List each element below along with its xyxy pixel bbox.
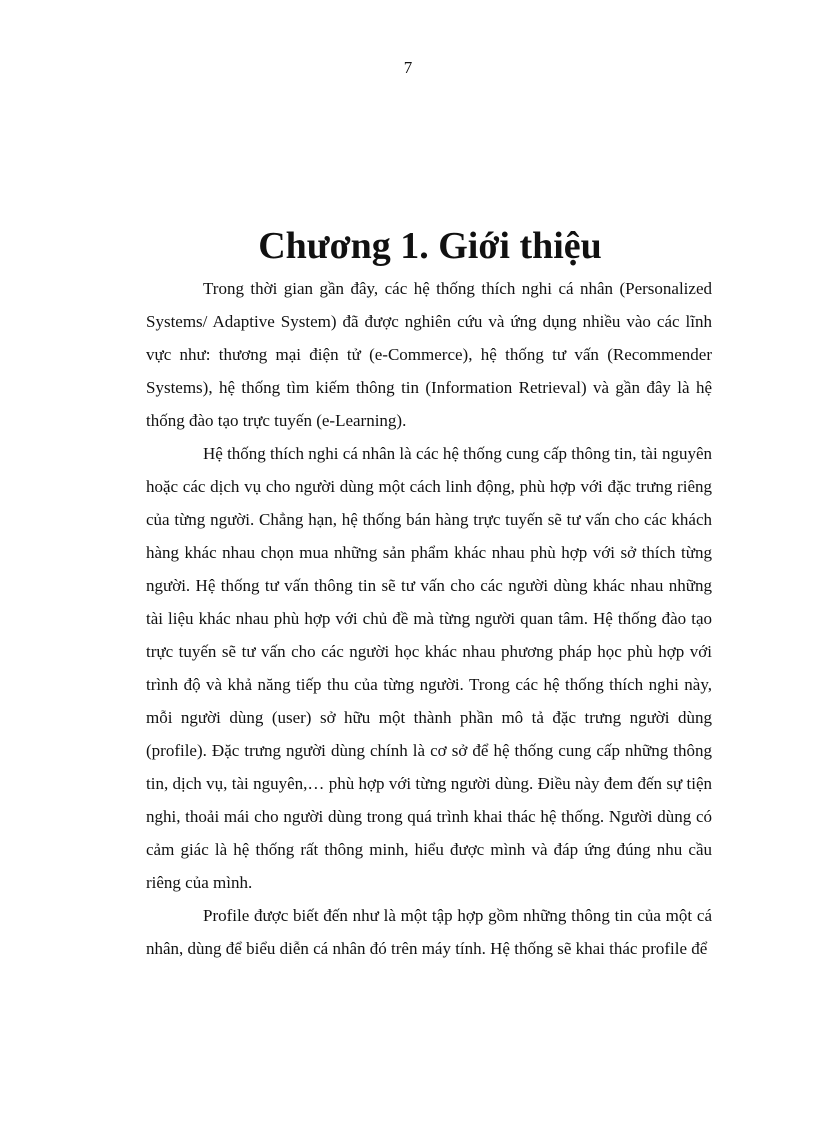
page-number: 7 [403,58,413,77]
paragraph-profile: Profile được biết đến như là một tập hợp gồm những thông tin của một cá nhân, dùng để biểu diễn cá nhân đó trên máy tính. Hệ thống sẽ khai thác profile để [146,906,712,958]
body-text [146,272,712,965]
paragraph-adaptive-systems: Hệ thống thích nghi cá nhân là các hệ thống cung cấp thông tin, tài nguyên hoặc các dịch vụ cho người dùng một cách linh động, phù hợp với đặc trưng riêng của từng người. Chẳng hạn, hệ thống bán hàng trực tuyến sẽ tư vấn cho các khách hàng khác nhau chọn mua những sản phẩm khác nhau phù hợp với sở thích từng người. Hệ thống tư vấn thông tin sẽ tư vấn cho các người dùng khác nhau những tài liệu khác nhau phù hợp với chủ đề mà từng người quan tâm. Hệ thống đào tạo trực tuyến sẽ tư vấn cho các người học khác nhau phương pháp học phù hợp với trình độ và khả năng tiếp thu của từng người. Trong các hệ thống thích nghi này, mỗi người dùng (user) sở hữu một thành phần mô tả đặc trưng người dùng (profile). Đặc trưng người dùng chính là cơ sở để hệ thống cung cấp những thông tin, dịch vụ, tài nguyên,… phù hợp với từng người dùng. Điều này đem đến sự tiện nghi, thoải mái cho người dùng trong quá trình khai thác hệ thống. Người dùng có cảm giác là hệ thống rất thông minh, hiểu được mình và đáp ứng đúng nhu cầu riêng của mình. [146,444,712,892]
chapter-title: Chương 1. Giới thiệu [258,225,602,267]
paragraph-intro: Trong thời gian gần đây, các hệ thống thích nghi cá nhân (Personalized Systems/ Adaptive System) đã được nghiên cứu và ứng dụng nhiều vào các lĩnh vực như: thương mại điện tử (e-Commerce), hệ thống tư vấn (Recommender Systems), hệ thống tìm kiếm thông tin (Information Retrieval) và gần đây là hệ thống đào tạo trực tuyến (e-Learning). [146,279,712,430]
